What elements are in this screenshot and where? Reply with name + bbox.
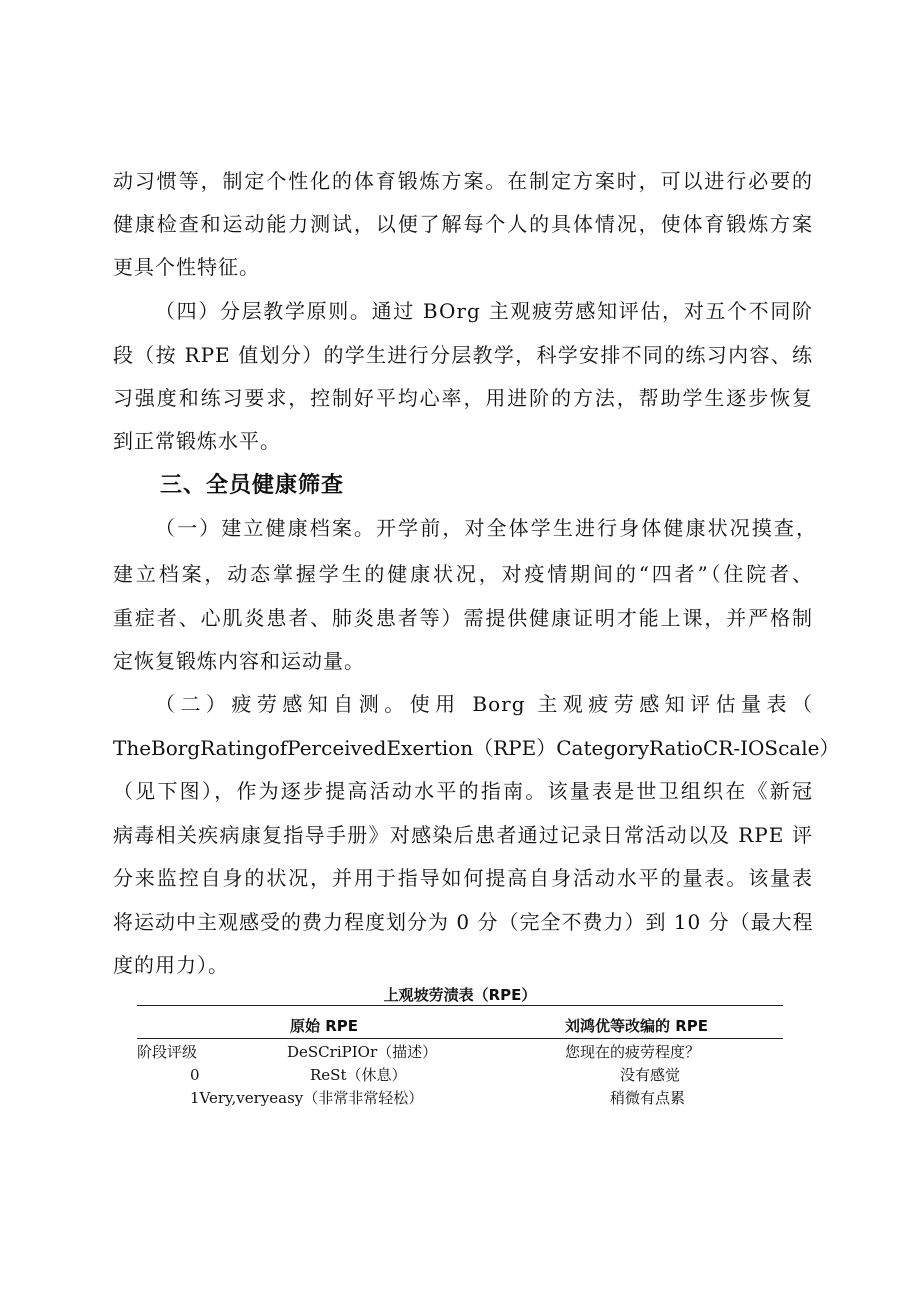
table-row-1-stage: 0 xyxy=(190,1066,200,1084)
paragraph-3-line-3: 重症者、心肌炎患者、肺炎患者等）需提供健康证明才能上课，并严格制 xyxy=(113,606,813,630)
paragraph-4-line-4: 病毒相关疾病康复指导手册》对感染后患者通过记录日常活动以及 RPE 评 xyxy=(113,823,813,847)
table-row-0-desc: DeSCriPIOr（描述） xyxy=(287,1043,438,1061)
table-top-rule xyxy=(137,1005,783,1006)
paragraph-1-line-2: 健康检查和运动能力测试，以便了解每个人的具体情况，使体育锻炼方案 xyxy=(113,212,813,236)
paragraph-4-line-6: 将运动中主观感受的费力程度划分为 0 分（完全不费力）到 10 分（最大程 xyxy=(113,910,814,934)
paragraph-4-line-3: （见下图），作为逐步提高活动水平的指南。该量表是世卫组织在《新冠 xyxy=(113,779,813,803)
table-header-adapted: 刘鸿优等改编的 RPE xyxy=(565,1017,709,1035)
table-header-rule xyxy=(137,1038,783,1039)
table-row-2-cn: 稍微有点累 xyxy=(610,1089,686,1107)
paragraph-4-line-5: 分来监控自身的状况，并用于指导如何提高自身活动水平的量表。该量表 xyxy=(113,866,813,890)
section-heading: 三、全员健康筛查 xyxy=(160,473,345,498)
table-row-0-cn: 您现在的疲劳程度？ xyxy=(565,1043,701,1061)
paragraph-4-line-2: TheBorgRatingofPerceivedExertion（RPE）CategoryRatioCR-IOScale） xyxy=(113,736,840,760)
paragraph-4-line-7: 度的用力）。 xyxy=(113,953,229,977)
paragraph-3-line-1: （一）建立健康档案。开学前，对全体学生进行身体健康状况摸查， xyxy=(155,516,817,540)
table-title: 上观坡劳渍表（RPE） xyxy=(383,986,537,1004)
paragraph-2-line-4: 到正常锻炼水平。 xyxy=(113,429,281,453)
paragraph-3-line-2: 建立档案，动态掌握学生的健康状况，对疫情期间的“四者”（住院者、 xyxy=(113,562,813,586)
paragraph-2-line-2: 段（按 RPE 值划分）的学生进行分层教学，科学安排不同的练习内容、练 xyxy=(113,343,813,367)
table-row-1-desc: ReSt（休息） xyxy=(310,1066,407,1084)
paragraph-1-line-3: 更具个性特征。 xyxy=(113,255,260,279)
table-row-0-stage: 阶段评级 xyxy=(137,1043,198,1061)
paragraph-2-line-3: 习强度和练习要求，控制好平均心率，用进阶的方法，帮助学生逐步恢复 xyxy=(113,386,813,410)
table-row-2-stage: 1Very,veryeasy（非常非常轻松） xyxy=(190,1089,424,1107)
paragraph-3-line-4: 定恢复锻炼内容和运动量。 xyxy=(113,649,365,673)
paragraph-4-line-1: （二）疲劳感知自测。使用 Borg 主观疲劳感知评估量表（ xyxy=(155,692,813,716)
table-header-original: 原始 RPE xyxy=(290,1017,359,1035)
table-row-1-cn: 没有感觉 xyxy=(620,1066,681,1084)
paragraph-2-line-1: （四）分层教学原则。通过 BOrg 主观疲劳感知评估，对五个不同阶 xyxy=(155,299,813,323)
paragraph-1-line-1: 动习惯等，制定个性化的体育锻炼方案。在制定方案时，可以进行必要的 xyxy=(113,169,813,193)
